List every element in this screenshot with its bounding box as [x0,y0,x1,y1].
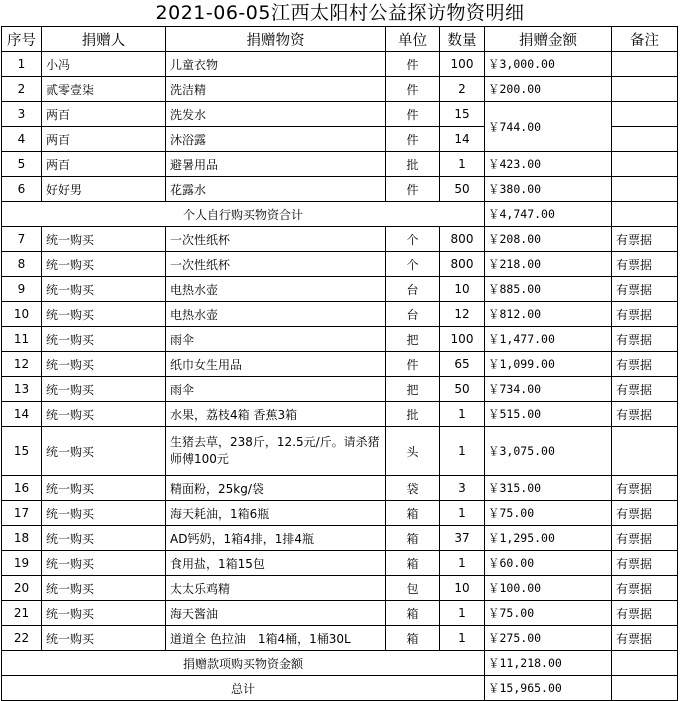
grand-total-row [2,676,678,701]
cell-note: 有票据 [612,526,678,551]
cell-item: 生猪去草，238斤，12.5元/斤。请杀猪师傅100元 [166,427,386,476]
cell-no: 2 [2,77,42,102]
personal-subtotal-amount: ￥4,747.00 [485,202,612,227]
cell-unit: 件 [386,177,440,202]
table-row [2,576,678,601]
cell-note [612,427,678,476]
cell-qty: 1 [440,626,485,651]
table-row [2,427,678,476]
cell-unit: 箱 [386,526,440,551]
cell-no: 18 [2,526,42,551]
cell-note: 有票据 [612,402,678,427]
cell-donor: 统一购买 [42,252,166,277]
cell-amount: ￥734.00 [485,377,612,402]
cell-note: 有票据 [612,352,678,377]
table-row [2,476,678,501]
cell-amount: ￥1,295.00 [485,526,612,551]
cell-note: 有票据 [612,252,678,277]
cell-no: 11 [2,327,42,352]
table-row [2,551,678,576]
cell-item: 雨伞 [166,327,386,352]
table-row [2,501,678,526]
unified-subtotal-label: 捐赠款项购买物资金额 [2,651,485,676]
cell-donor: 两百 [42,127,166,152]
cell-unit: 件 [386,102,440,127]
personal-subtotal-row [2,202,678,227]
header-donor: 捐赠人 [42,27,166,52]
cell-note [612,152,678,177]
table-row [2,177,678,202]
cell-unit: 件 [386,77,440,102]
cell-qty: 800 [440,252,485,277]
table-row [2,227,678,252]
cell-amount: ￥75.00 [485,601,612,626]
cell-qty: 1 [440,427,485,476]
table-row [2,352,678,377]
cell-note [612,651,678,676]
cell-qty: 100 [440,327,485,352]
cell-no: 13 [2,377,42,402]
cell-item: 一次性纸杯 [166,252,386,277]
cell-no: 15 [2,427,42,476]
cell-no: 7 [2,227,42,252]
cell-item: 沐浴露 [166,127,386,152]
cell-item: 花露水 [166,177,386,202]
cell-no: 16 [2,476,42,501]
cell-unit: 箱 [386,501,440,526]
personal-subtotal-label: 个人自行购买物资合计 [2,202,485,227]
cell-item: 精面粉，25kg/袋 [166,476,386,501]
cell-note [612,77,678,102]
cell-unit: 头 [386,427,440,476]
cell-note: 有票据 [612,626,678,651]
cell-amount: ￥315.00 [485,476,612,501]
cell-note: 有票据 [612,377,678,402]
cell-unit: 包 [386,576,440,601]
cell-no: 12 [2,352,42,377]
cell-qty: 1 [440,402,485,427]
cell-unit: 箱 [386,551,440,576]
cell-amount: ￥200.00 [485,77,612,102]
cell-qty: 12 [440,302,485,327]
cell-donor: 统一购买 [42,402,166,427]
cell-no: 9 [2,277,42,302]
cell-no: 5 [2,152,42,177]
cell-note [612,52,678,77]
donation-table [1,26,678,701]
header-no: 序号 [2,27,42,52]
cell-amount: ￥885.00 [485,277,612,302]
cell-item: 电热水壶 [166,277,386,302]
cell-no: 6 [2,177,42,202]
cell-item: 太太乐鸡精 [166,576,386,601]
cell-note: 有票据 [612,476,678,501]
cell-no: 1 [2,52,42,77]
header-amount: 捐赠金额 [485,27,612,52]
cell-item: 雨伞 [166,377,386,402]
table-row [2,252,678,277]
cell-amount: ￥3,075.00 [485,427,612,476]
cell-item: 电热水壶 [166,302,386,327]
header-qty: 数量 [440,27,485,52]
cell-qty: 1 [440,152,485,177]
cell-unit: 箱 [386,601,440,626]
cell-no: 8 [2,252,42,277]
cell-donor: 统一购买 [42,601,166,626]
cell-amount: ￥208.00 [485,227,612,252]
cell-item: 食用盐，1箱15包 [166,551,386,576]
cell-amount: ￥60.00 [485,551,612,576]
cell-amount: ￥380.00 [485,177,612,202]
cell-donor: 统一购买 [42,352,166,377]
cell-donor: 小冯 [42,52,166,77]
table-row [2,626,678,651]
cell-donor: 统一购买 [42,476,166,501]
cell-donor: 统一购买 [42,327,166,352]
cell-unit: 批 [386,152,440,177]
cell-note [612,127,678,152]
header-row [2,27,678,52]
cell-note: 有票据 [612,501,678,526]
cell-donor: 两百 [42,152,166,177]
cell-qty: 14 [440,127,485,152]
cell-item: 纸巾女生用品 [166,352,386,377]
cell-note: 有票据 [612,227,678,252]
cell-no: 17 [2,501,42,526]
table-row [2,601,678,626]
cell-unit: 个 [386,252,440,277]
cell-amount: ￥515.00 [485,402,612,427]
cell-donor: 好好男 [42,177,166,202]
unified-subtotal-amount: ￥11,218.00 [485,651,612,676]
cell-item: 洗洁精 [166,77,386,102]
cell-qty: 1 [440,501,485,526]
sheet-title: 2021-06-05江西太阳村公益探访物资明细 [155,2,525,24]
cell-no: 4 [2,127,42,152]
table-row [2,77,678,102]
cell-donor: 统一购买 [42,277,166,302]
header-unit: 单位 [386,27,440,52]
cell-note [612,676,678,701]
cell-unit: 个 [386,227,440,252]
cell-note: 有票据 [612,327,678,352]
cell-qty: 3 [440,476,485,501]
cell-no: 22 [2,626,42,651]
cell-amount: ￥1,099.00 [485,352,612,377]
cell-qty: 10 [440,576,485,601]
cell-unit: 台 [386,302,440,327]
cell-amount: ￥100.00 [485,576,612,601]
cell-item: 道道全 色拉油 1箱4桶，1桶30L [166,626,386,651]
cell-no: 14 [2,402,42,427]
table-row [2,52,678,77]
table-row [2,277,678,302]
cell-no: 20 [2,576,42,601]
cell-item: 一次性纸杯 [166,227,386,252]
table-row [2,302,678,327]
table-row [2,102,678,127]
cell-unit: 批 [386,402,440,427]
cell-note: 有票据 [612,601,678,626]
cell-note [612,202,678,227]
cell-note [612,102,678,127]
cell-qty: 1 [440,551,485,576]
cell-amount: ￥812.00 [485,302,612,327]
cell-item: 海天酱油 [166,601,386,626]
cell-qty: 1 [440,601,485,626]
cell-donor: 统一购买 [42,302,166,327]
cell-unit: 件 [386,127,440,152]
table-row [2,402,678,427]
cell-donor: 统一购买 [42,576,166,601]
cell-note: 有票据 [612,277,678,302]
cell-unit: 件 [386,52,440,77]
cell-qty: 65 [440,352,485,377]
cell-amount: ￥423.00 [485,152,612,177]
cell-qty: 100 [440,52,485,77]
cell-note: 有票据 [612,302,678,327]
cell-unit: 把 [386,327,440,352]
cell-qty: 50 [440,377,485,402]
cell-item: AD钙奶，1箱4排，1排4瓶 [166,526,386,551]
table-row [2,526,678,551]
cell-item: 海天耗油，1箱6瓶 [166,501,386,526]
cell-qty: 50 [440,177,485,202]
cell-item: 水果，荔枝4箱 香蕉3箱 [166,402,386,427]
cell-item: 洗发水 [166,102,386,127]
cell-note [612,177,678,202]
cell-note: 有票据 [612,551,678,576]
cell-amount: ￥3,000.00 [485,52,612,77]
cell-qty: 800 [440,227,485,252]
cell-unit: 箱 [386,626,440,651]
cell-unit: 把 [386,377,440,402]
cell-donor: 统一购买 [42,526,166,551]
cell-amount: ￥75.00 [485,501,612,526]
grand-total-label: 总计 [2,676,485,701]
cell-no: 3 [2,102,42,127]
cell-amount: ￥275.00 [485,626,612,651]
cell-donor: 贰零壹柒 [42,77,166,102]
cell-note: 有票据 [612,576,678,601]
table-row [2,327,678,352]
cell-unit: 台 [386,277,440,302]
grand-total-amount: ￥15,965.00 [485,676,612,701]
cell-donor: 统一购买 [42,626,166,651]
cell-amount: ￥1,477.00 [485,327,612,352]
table-row [2,377,678,402]
cell-donor: 统一购买 [42,551,166,576]
cell-qty: 10 [440,277,485,302]
cell-unit: 袋 [386,476,440,501]
cell-amount-merged: ￥744.00 [485,102,612,152]
cell-donor: 统一购买 [42,227,166,252]
cell-item: 避暑用品 [166,152,386,177]
cell-qty: 15 [440,102,485,127]
cell-no: 19 [2,551,42,576]
cell-item: 儿童衣物 [166,52,386,77]
unified-subtotal-row [2,651,678,676]
cell-donor: 两百 [42,102,166,127]
cell-no: 10 [2,302,42,327]
cell-amount: ￥218.00 [485,252,612,277]
cell-unit: 件 [386,352,440,377]
cell-qty: 37 [440,526,485,551]
cell-donor: 统一购买 [42,427,166,476]
cell-no: 21 [2,601,42,626]
header-note: 备注 [612,27,678,52]
cell-donor: 统一购买 [42,501,166,526]
cell-qty: 2 [440,77,485,102]
cell-donor: 统一购买 [42,377,166,402]
header-item: 捐赠物资 [166,27,386,52]
table-row [2,152,678,177]
